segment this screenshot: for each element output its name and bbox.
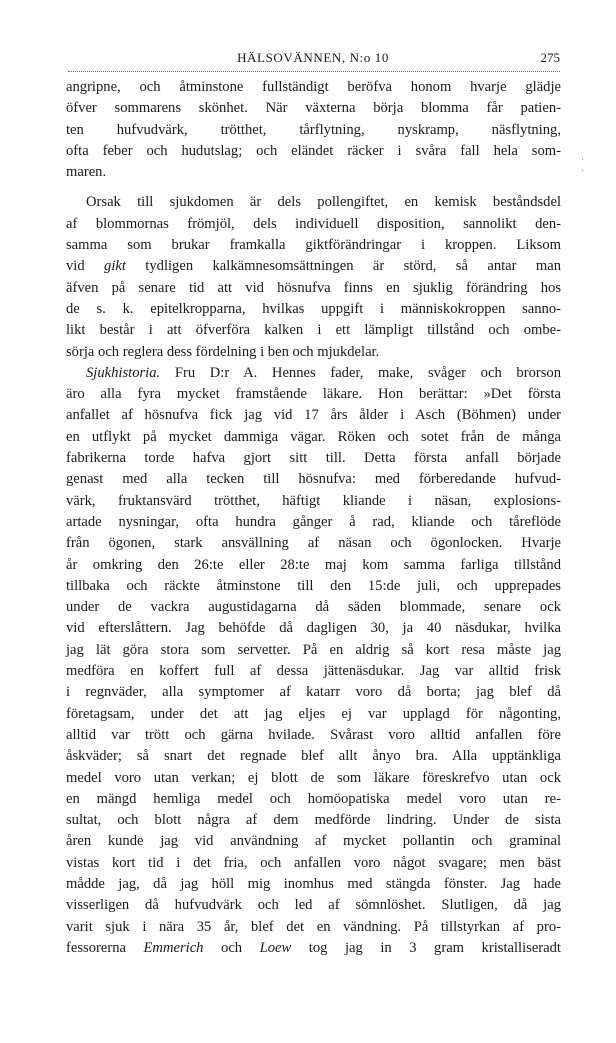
text-line: medföra en koffert full af dessa jättenäsdukar. Jag var alltid frisk [66, 663, 561, 680]
text-line: öfver sommarens skönhet. När växterna börja blomma får patien- [66, 100, 561, 117]
text-line: företagsam, under det att jag eljes ej var upplagd för någonting, [66, 705, 561, 722]
text-line: samma som brukar framkalla giktförändringar i kroppen. Liksom [66, 237, 561, 254]
running-title: HÄLSOVÄNNEN, N:o 10 [237, 50, 389, 65]
text-line: de s. k. epitelkropparna, hvilkas uppgift i människokroppen sanno- [66, 300, 561, 317]
text-line: likt består i att öfverföra kalken i ett lämpligt tillstånd och ombe- [66, 322, 561, 339]
text-line: åren kunde jag vid användning af mycket pollantin och graminal [66, 833, 561, 850]
margin-dots: · · [581, 155, 597, 177]
text-line: ofta feber och hudutslag; och eländet räcker i svåra fall hela som- [66, 142, 561, 159]
text-line: visserligen då hufvudvärk och led af sömnlöshet. Slutligen, då jag [66, 897, 561, 914]
text-line: vid efterslåttern. Jag behöfde då dagligen 30, ja 40 näsdukar, hvilka [66, 620, 561, 637]
text-line: genast med alla tecken till hösnufva: med förberedande hufvud- [66, 471, 561, 488]
text-line-with-emphasis: vid gikt tydligen kalkämnesomsättningen är störd, så antar man [66, 258, 561, 275]
emphasized-word: Sjukhistoria. [86, 364, 161, 381]
text-line: en mängd hemliga medel och homöopatiska medel voro utan re- [66, 790, 561, 807]
emphasized-word: Loew [259, 939, 292, 956]
text-line: sultat, och blott några af dem medförde lindring. Under de sista [66, 812, 561, 829]
text-line: ten hufvudvärk, trötthet, tårflytning, nyskramp, näsflytning, [66, 121, 561, 138]
header-rule [68, 71, 560, 72]
text-line: sörja och reglera dess fördelning i ben och mjukdelar. [66, 343, 380, 360]
text-line-with-emphasis: fessorerna Emmerich och Loew tog jag in 3 gram kristalliseradt [66, 939, 561, 956]
text-line: äro alla fyra mycket framstående läkare. Hon berättar: »Det första [66, 386, 561, 403]
text-line: tillbaka och räckte åtminstone till den 15:de juli, och upprepades [66, 577, 561, 594]
text-line: en utflykt på mycket dammiga vägar. Röken och sotet från de många [66, 428, 561, 445]
text-line: medel voro utan verkan; ej blott de som läkare föreskrefvo utan ock [66, 769, 561, 786]
running-head [66, 50, 560, 70]
text-line-with-emphasis: Sjukhistoria. Fru D:r A. Hennes fader, make, svåger och brorson [86, 364, 561, 381]
text-line: jag lät göra stora som servetter. På en aldrig så kort resa måste jag [66, 641, 561, 658]
text-line: värk, fruktansvärd trötthet, häftigt kliande i näsan, explosions- [66, 492, 561, 509]
text-line: år omkring den 26:te eller 28:te maj kom samma farliga tillstånd [66, 556, 561, 573]
text-line: Orsak till sjukdomen är dels pollengiftet, en kemisk beståndsdel [86, 194, 561, 211]
text-line: vistas kort tid i det fria, och anfallen voro något svagare; men bäst [66, 854, 561, 871]
text-line: åskväder; så snart det regnade blef allt ånyo bra. Alla upptänkliga [66, 748, 561, 765]
paragraph-3 [66, 363, 561, 959]
text-line: äfven på senare tid att vid hösnufva finns en sjuklig förändring hos [66, 279, 561, 296]
text-line: af blommornas frömjöl, dels individuell disposition, sannolikt den- [66, 215, 561, 232]
text-line: angripne, och åtminstone fullständigt beröfva honom hvarje glädje [66, 79, 561, 95]
text-line: alltid var trött och gärna hvilade. Svårast voro alltid anfallen före [66, 726, 561, 743]
emphasized-word: gikt [104, 258, 126, 275]
body-text [66, 77, 561, 959]
page-number: 275 [540, 50, 560, 65]
text-line: artade nysningar, ofta hundra gånger å rad, kliande och tåreflöde [66, 513, 561, 530]
text-line: under de vackra augustidagarna då säden blommade, senare ock [66, 599, 561, 616]
paragraph-2 [66, 192, 561, 362]
emphasized-word: Emmerich [143, 939, 204, 956]
text-line: varit sjuk i nära 35 år, blef det en vändning. På tillstyrkan af pro- [66, 918, 561, 935]
text-line: maren. [66, 164, 107, 181]
text-line: från ögonen, stark ansvällning af näsan och ögonlocken. Hvarje [66, 535, 561, 552]
text-line: i regnväder, alla symptomer af katarr voro då borta; jag blef då [66, 684, 561, 701]
paragraph-1 [66, 77, 561, 183]
text-line: anfallet af hösnufva fick jag vid 17 års ålder i Asch (Böhmen) under [66, 407, 561, 424]
text-line: mådde jag, då jag höll mig inomhus med stängda fönster. Jag hade [66, 875, 561, 892]
text-line: fabrikerna torde hafva gjort sitt till. Detta första anfall började [66, 450, 561, 467]
